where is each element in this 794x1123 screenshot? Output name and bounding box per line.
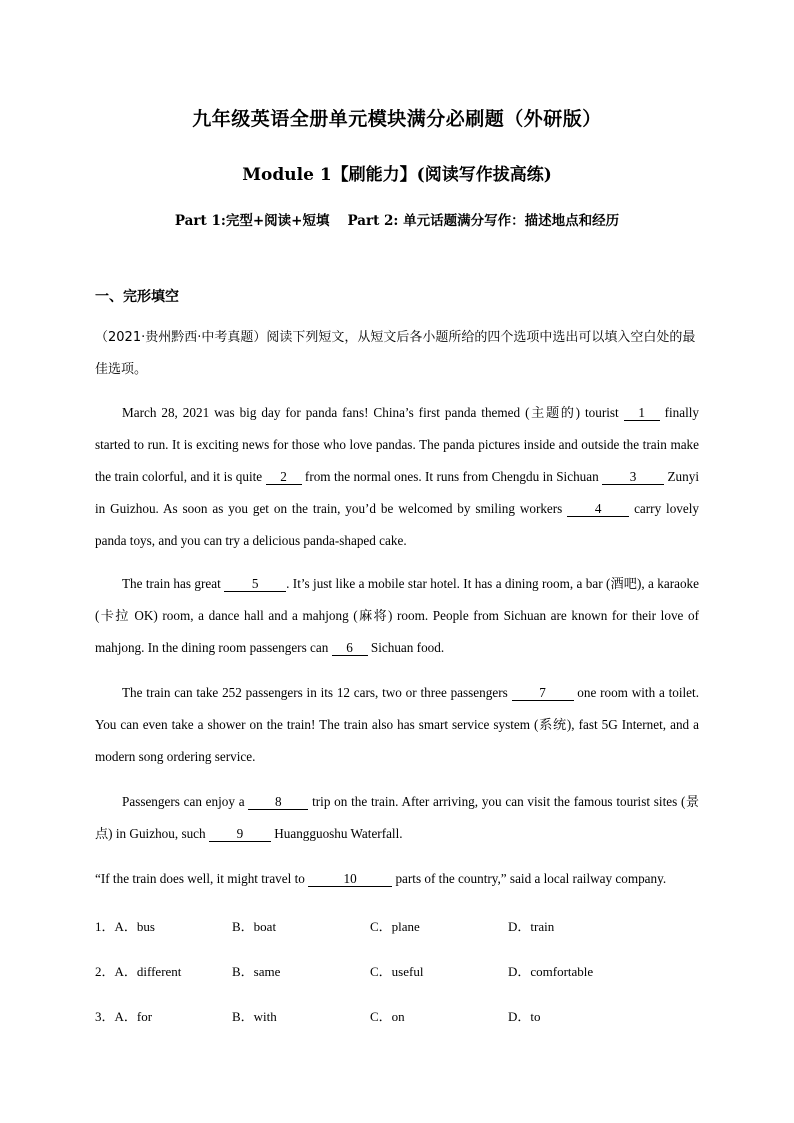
passage-text: The train can take 252 passengers in its 12 cars, two or three passengers <box>122 685 512 700</box>
passage-paragraph-5 <box>95 863 699 895</box>
blank-4: 4 <box>567 501 629 517</box>
option-c: C．plane <box>370 919 420 934</box>
passage-text: Sichuan food. <box>367 640 445 655</box>
blank-1: 1 <box>624 405 660 421</box>
section-heading: 一、完形填空 <box>95 289 179 305</box>
passage-text: one room with a toilet. You can even take a shower on the train! The train also has smart service system (系统), fast 5G Internet, and a modern song ordering service. <box>95 685 699 764</box>
passage-paragraph-2 <box>95 568 699 664</box>
option-a: 2．A．different <box>95 964 182 979</box>
passage-text: Zunyi in Guizhou. As soon as you get on the train, you’d be welcomed by smiling workers <box>95 469 699 516</box>
question-1-options <box>95 916 705 936</box>
option-b: B．with <box>232 1009 277 1024</box>
option-c: C．useful <box>370 964 424 979</box>
passage-paragraph-3 <box>95 677 699 773</box>
part1-label: Part 1:完型+阅读+短填 <box>174 213 330 229</box>
document-title: 九年级英语全册单元模块满分必刷题（外研版） <box>192 108 602 130</box>
passage-text: Huangguoshu Waterfall. <box>270 826 403 841</box>
passage-text: The train has great <box>122 576 225 591</box>
passage-paragraph-1 <box>95 397 699 557</box>
option-a: 3．A．for <box>95 1009 153 1024</box>
passage-text: “If the train does well, it might travel to <box>95 871 309 886</box>
section-instructions: （2021·贵州黔西·中考真题）阅读下列短文，从短文后各小题所给的四个选项中选出可以填入空白处的最佳选项。 <box>95 330 696 377</box>
blank-6: 6 <box>332 640 368 656</box>
passage-text: Passengers can enjoy a <box>122 794 249 809</box>
option-b: B．same <box>232 964 281 979</box>
question-2-options <box>95 961 705 981</box>
part2-label: Part 2: 单元话题满分写作：描述地点和经历 <box>347 213 620 229</box>
module-subtitle: Module 1【刷能力】(阅读写作拔高练) <box>242 165 552 185</box>
passage-paragraph-4 <box>95 786 699 850</box>
blank-3: 3 <box>602 469 664 485</box>
passage-text: trip on the train. After arriving, you can visit the famous tourist sites (景点) in Guizhou, such <box>95 794 700 841</box>
blank-9: 9 <box>209 826 271 842</box>
option-a: 1．A．bus <box>95 919 155 934</box>
option-d: D．train <box>508 919 555 934</box>
option-d: D．comfortable <box>508 964 594 979</box>
blank-5: 5 <box>224 576 286 592</box>
blank-10: 10 <box>308 871 392 887</box>
passage-text: finally started to run. It is exciting news for those who love pandas. The panda pictures inside and outside the train make the train colorful, and it is quite <box>95 405 699 484</box>
parts-line <box>0 209 794 229</box>
passage-text: parts of the country,” said a local railway company. <box>392 871 667 886</box>
option-c: C．on <box>370 1009 405 1024</box>
option-d: D．to <box>508 1009 541 1024</box>
passage-text: March 28, 2021 was big day for panda fans! China’s first panda themed (主题的) tourist <box>122 405 624 420</box>
blank-2: 2 <box>266 469 302 485</box>
passage-text: carry lovely panda toys, and you can try a delicious panda-shaped cake. <box>95 501 700 548</box>
passage-text: . It’s just like a mobile star hotel. It has a dining room, a bar (酒吧), a karaoke (卡拉 OK) room, a dance hall and a mahjong (麻将) room. People from Sichuan are known for their love of mahjong. In the dining room passengers can <box>95 576 700 655</box>
question-3-options <box>95 1006 705 1026</box>
option-b: B．boat <box>232 919 277 934</box>
passage-text: from the normal ones. It runs from Chengdu in Sichuan <box>301 469 603 484</box>
blank-7: 7 <box>512 685 574 701</box>
blank-8: 8 <box>248 794 308 810</box>
